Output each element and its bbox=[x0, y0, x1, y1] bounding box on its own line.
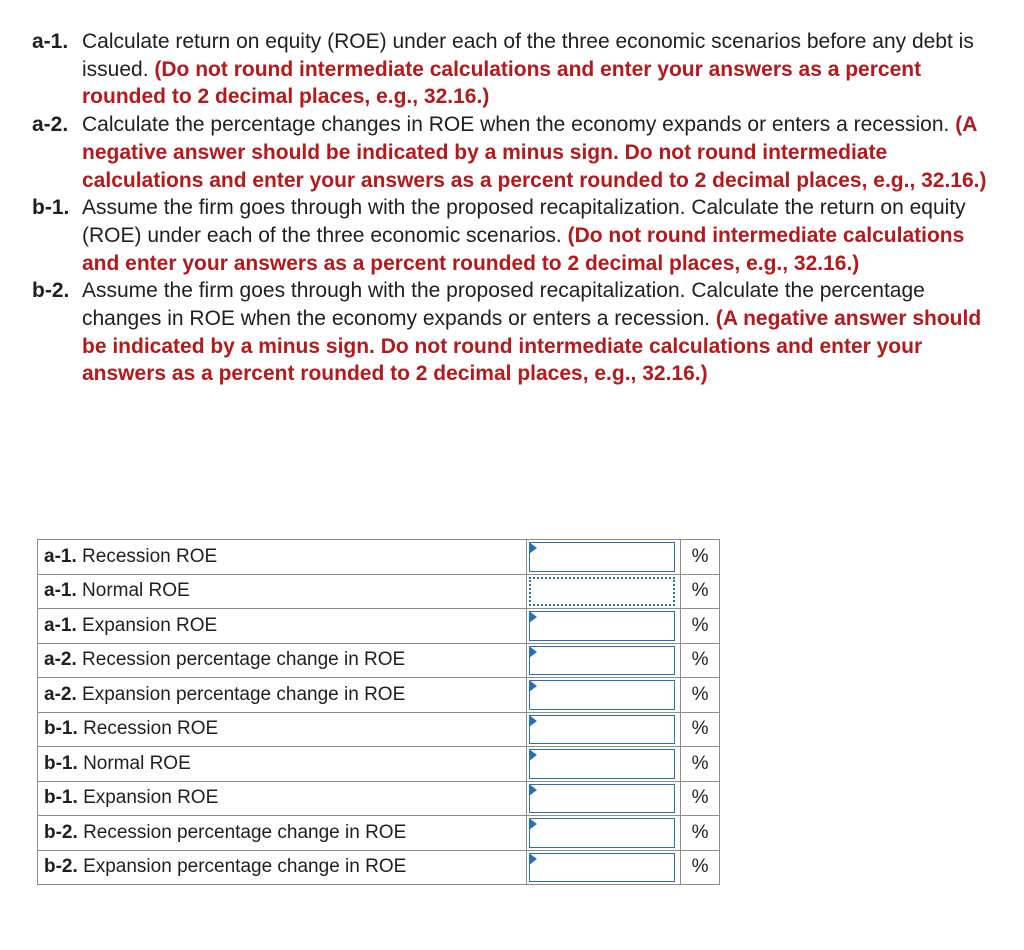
unit-label: % bbox=[681, 609, 720, 644]
question-b2 bbox=[32, 277, 992, 388]
row-part: b-1. bbox=[44, 787, 78, 809]
question-text: Calculate return on equity (ROE) under each of the three economic scenarios before any debt is issued. bbox=[82, 30, 974, 81]
answer-row bbox=[38, 643, 720, 678]
question-b1 bbox=[32, 194, 992, 277]
answer-table bbox=[37, 539, 720, 885]
answer-row bbox=[38, 747, 720, 782]
question-label: b-2. bbox=[32, 279, 70, 303]
answer-cell bbox=[526, 574, 680, 609]
row-part: a-1. bbox=[44, 545, 77, 567]
row-label bbox=[38, 850, 527, 885]
question-label: a-2. bbox=[32, 113, 69, 137]
answer-row bbox=[38, 540, 720, 575]
answer-row bbox=[38, 678, 720, 713]
row-part: b-2. bbox=[44, 856, 78, 878]
row-part: a-1. bbox=[44, 614, 77, 636]
answer-cell bbox=[526, 781, 680, 816]
answer-row bbox=[38, 781, 720, 816]
unit-label: % bbox=[681, 747, 720, 782]
row-label bbox=[38, 574, 527, 609]
answer-input-b2-expansion-change[interactable] bbox=[529, 853, 675, 883]
question-text: Calculate the percentage changes in ROE when the economy expands or enters a recession. bbox=[82, 113, 950, 137]
row-text: Recession percentage change in ROE bbox=[82, 649, 406, 671]
unit-label: % bbox=[681, 816, 720, 851]
question-label: a-1. bbox=[32, 30, 69, 53]
answer-row bbox=[38, 609, 720, 644]
row-label bbox=[38, 712, 527, 747]
row-part: b-1. bbox=[44, 718, 78, 740]
unit-label: % bbox=[681, 712, 720, 747]
answer-cell bbox=[526, 643, 680, 678]
row-label bbox=[38, 540, 527, 575]
answer-cell bbox=[526, 712, 680, 747]
row-text: Expansion percentage change in ROE bbox=[82, 683, 406, 705]
question-text: Assume the firm goes through with the proposed recapitalization. Calculate the return on equity (ROE) under each of the three economic scenarios. bbox=[82, 196, 966, 247]
question-note: (A negative answer should be indicated by a minus sign. Do not round intermediate calculations and enter your answers as a percent rounded to 2 decimal places, e.g., 32.16.) bbox=[82, 307, 982, 386]
unit-label: % bbox=[681, 850, 720, 885]
row-part: b-2. bbox=[44, 821, 78, 843]
row-text: Expansion percentage change in ROE bbox=[83, 856, 407, 878]
question-a2 bbox=[32, 111, 992, 194]
row-part: a-2. bbox=[44, 649, 77, 671]
answer-input-a2-expansion-change[interactable] bbox=[529, 680, 675, 710]
answer-input-a1-expansion-roe[interactable] bbox=[529, 611, 675, 641]
row-label bbox=[38, 609, 527, 644]
question-body bbox=[82, 111, 992, 194]
answer-input-b2-recession-change[interactable] bbox=[529, 818, 675, 848]
answer-cell bbox=[526, 609, 680, 644]
question-a1 bbox=[32, 28, 992, 111]
answer-input-a2-recession-change[interactable] bbox=[529, 646, 675, 676]
question-body bbox=[82, 28, 992, 111]
question-text: Assume the firm goes through with the proposed recapitalization. Calculate the percentage changes in ROE when the economy expands or enters a recession. bbox=[82, 279, 925, 331]
question-body bbox=[82, 277, 992, 388]
answer-row bbox=[38, 816, 720, 851]
answer-row bbox=[38, 850, 720, 885]
row-label bbox=[38, 816, 527, 851]
row-text: Normal ROE bbox=[82, 580, 190, 602]
answer-row bbox=[38, 574, 720, 609]
answer-input-b1-normal-roe[interactable] bbox=[529, 749, 675, 779]
answer-input-a1-normal-roe[interactable] bbox=[529, 577, 675, 607]
row-label bbox=[38, 747, 527, 782]
row-part: a-1. bbox=[44, 580, 77, 602]
row-text: Recession percentage change in ROE bbox=[83, 821, 407, 843]
unit-label: % bbox=[681, 678, 720, 713]
row-label bbox=[38, 643, 527, 678]
unit-label: % bbox=[681, 574, 720, 609]
row-part: a-2. bbox=[44, 683, 77, 705]
row-text: Recession ROE bbox=[82, 545, 218, 567]
question-note: (Do not round intermediate calculations and enter your answers as a percent rounded to 2 decimal places, e.g., 32.16.) bbox=[82, 57, 922, 109]
question-list bbox=[32, 28, 992, 388]
answer-input-a1-recession-roe[interactable] bbox=[529, 542, 675, 572]
row-text: Normal ROE bbox=[83, 752, 191, 774]
answer-cell bbox=[526, 678, 680, 713]
answer-input-b1-expansion-roe[interactable] bbox=[529, 784, 675, 814]
row-text: Expansion ROE bbox=[82, 614, 218, 636]
row-part: b-1. bbox=[44, 752, 78, 774]
row-label bbox=[38, 781, 527, 816]
row-label bbox=[38, 678, 527, 713]
answer-cell bbox=[526, 816, 680, 851]
question-note: (A negative answer should be indicated by a minus sign. Do not round intermediate calculations and enter your answers as a percent rounded to 2 decimal places, e.g., 32.16.) bbox=[82, 113, 987, 192]
question-note: (Do not round intermediate calculations and enter your answers as a percent rounded to 2 decimal places, e.g., 32.16.) bbox=[82, 223, 965, 275]
question-body bbox=[82, 194, 992, 277]
answer-cell bbox=[526, 540, 680, 575]
unit-label: % bbox=[681, 781, 720, 816]
question-label: b-1. bbox=[32, 196, 70, 220]
answer-cell bbox=[526, 747, 680, 782]
answer-input-b1-recession-roe[interactable] bbox=[529, 715, 675, 745]
unit-label: % bbox=[681, 643, 720, 678]
row-text: Expansion ROE bbox=[83, 787, 219, 809]
row-text: Recession ROE bbox=[83, 718, 219, 740]
unit-label: % bbox=[681, 540, 720, 575]
answer-row bbox=[38, 712, 720, 747]
answer-cell bbox=[526, 850, 680, 885]
